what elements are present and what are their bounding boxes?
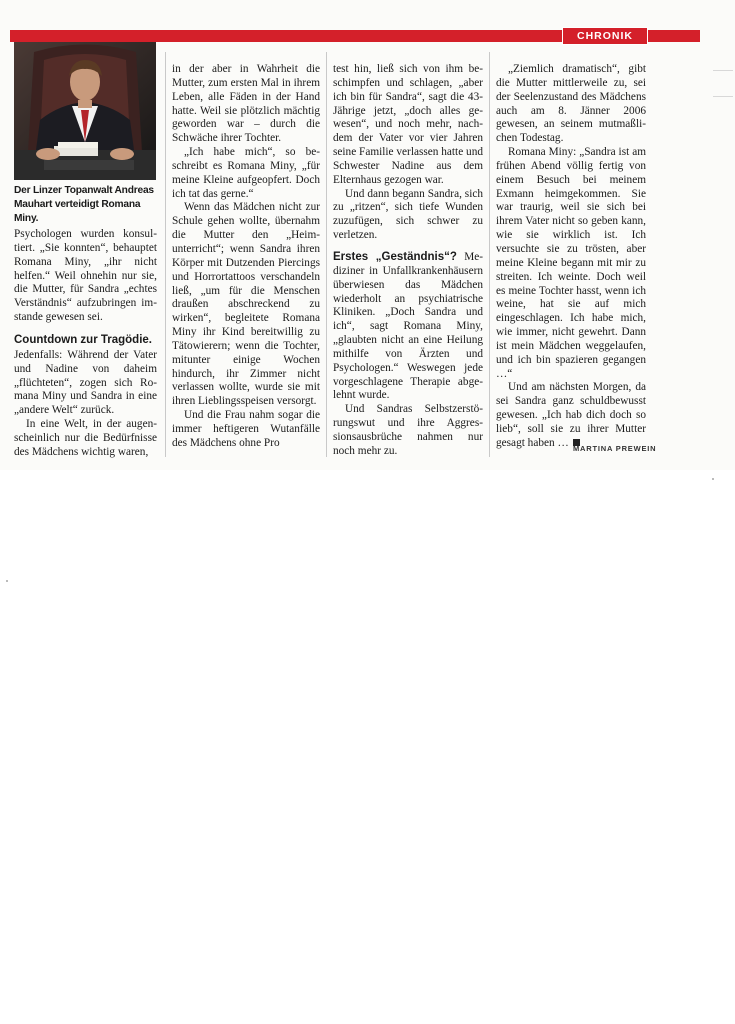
paragraph: „Ziemlich dramatisch“, gibt die Mutter mittlerweile zu, sei der Seelenzustand des Mädchens auch am 8. Jänner 2006 gewesen, an seinem mutmaßlichen Todestag. bbox=[496, 63, 646, 145]
paragraph: test hin, ließ sich von ihm beschimpfen und schlagen, „aber ich bin für Sandra“, sagt die 43-Jährige jetzt, „doch alles gewesen“, und noch mehr, nachdem der Vater vor vier Jahren seine Familie verlassen hatte und Schwester Nadine aus dem Elternhaus gezogen war. bbox=[333, 63, 483, 186]
section-label: CHRONIK bbox=[562, 27, 648, 45]
article-column-2 bbox=[172, 63, 320, 451]
paragraph: Wenn das Mädchen nicht zur Schule gehen wollte, übernahm die Mutter den „Heimunterricht“; wenn Sandra ihren Körper mit Dutzenden Piercings und Horrortattoos verschandeln ließ, „um für die Menschen draußen abschreckend zu wirken“, begleitete Romana Miny ihr Kind bereitwillig zu Tätowierern; wenn die Tochter, mitunter einige Wochen hindurch, ihr Zimmer nicht verlassen wollte, wurde sie mit ihren Lieblingsspeisen versorgt. bbox=[172, 201, 320, 408]
lawyer-photo bbox=[14, 42, 156, 180]
paragraph: Psychologen wurden konsultiert. „Sie konnten“, behauptet Romana Miny, „ihr nicht helfen.“ Weil ohnehin nur sie, die Mutter, für Sandra „echtes Verständnis“ aufzubringen imstande gewesen sei. bbox=[14, 228, 157, 324]
lawyer-portrait-image bbox=[14, 42, 156, 180]
column-divider bbox=[165, 52, 166, 457]
author-byline: MARTINA PREWEIN bbox=[573, 444, 657, 453]
paragraph: „Ich habe mich“, so beschreibt es Romana Miny, „für meine Kleine aufgeopfert. Doch ich tat das gerne.“ bbox=[172, 146, 320, 200]
article-column-4 bbox=[496, 63, 646, 451]
paragraph: Jedenfalls: Während der Vater und Nadine von daheim „flüchteten“, zogen sich Romana Miny und Sandra in eine „andere Welt“ zurück. bbox=[14, 348, 157, 417]
article-column-3 bbox=[333, 63, 483, 459]
paragraph: Und die Frau nahm sogar die immer heftigeren Wutanfälle des Mädchens ohne Pro bbox=[172, 409, 320, 449]
column-divider bbox=[326, 52, 327, 457]
paragraph: in der aber in Wahrheit die Mutter, zum ersten Mal in ihrem Leben, alle Fäden in der Hand hatte. Weil sie plötzlich mächtig geworden war – durch die Schwäche ihrer Tochter. bbox=[172, 63, 320, 145]
article-column-1 bbox=[14, 228, 157, 460]
paragraph-text: Und am nächsten Morgen, da sei Sandra ganz schuldbewusst gewesen. „Ich hab dich doch so lieb“, soll sie zu ihrer Mutter gesagt haben … bbox=[496, 381, 646, 449]
subheading-countdown: Countdown zur Tragödie. bbox=[14, 333, 152, 346]
newspaper-clipping bbox=[0, 0, 735, 470]
scan-speck bbox=[712, 478, 714, 480]
subheading-gestaendnis: Erstes „Geständnis“? bbox=[333, 250, 457, 263]
paragraph: In eine Welt, in der augenscheinlich nur die Bedürfnisse des Mädchens wichtig waren, bbox=[14, 418, 157, 458]
paragraph-text: Mediziner in Unfallkrankenhäusern überwiesen das Mädchen wiederholt an psychiatrische Kliniken. „Doch Sandra und ich“, sagt Romana Miny, „glaubten nicht an eine Heilung mithilfe von Ärzten und Psychologen.“ Weswegen jede vorgeschlagene Therapie abgelehnt wurde. bbox=[333, 250, 484, 402]
paragraph: Romana Miny: „Sandra ist am frühen Abend völlig fertig von einem Besuch bei meinem Exmann heimgekommen. Sie war traurig, weil sie sich bei ihrem Vater nicht so geben kann, wie sie wirklich ist. Ich versuchte sie zu trösten, aber meine Kleine begann mit mir zu streiten. Ich weinte. Doch weil es meine Tochter hasst, wenn ich weine, hat sie auf mich eingeschlagen. Ich habe mich, wie immer, nicht gewehrt. Dann ist mein Mädchen weggelaufen, und ich bin spazieren gegangen …“ bbox=[496, 146, 646, 380]
paragraph bbox=[496, 381, 646, 450]
photo-caption: Der Linzer Topanwalt Andreas Mauhart verteidigt Romana Miny. bbox=[14, 185, 154, 224]
paragraph: Und Sandras Selbstzerstörungswut und ihre Aggressionsausbrüche nahmen nur noch mehr zu. bbox=[333, 403, 483, 457]
paragraph-with-runin bbox=[333, 251, 483, 403]
column-divider bbox=[489, 52, 490, 457]
scan-edge-mark bbox=[713, 70, 733, 71]
scan-edge-mark bbox=[713, 96, 733, 97]
paragraph: Und dann begann Sandra, sich zu „ritzen“, sich tiefe Wunden zuzufügen, sich schwer zu verletzen. bbox=[333, 187, 483, 242]
scan-speck bbox=[6, 580, 8, 582]
